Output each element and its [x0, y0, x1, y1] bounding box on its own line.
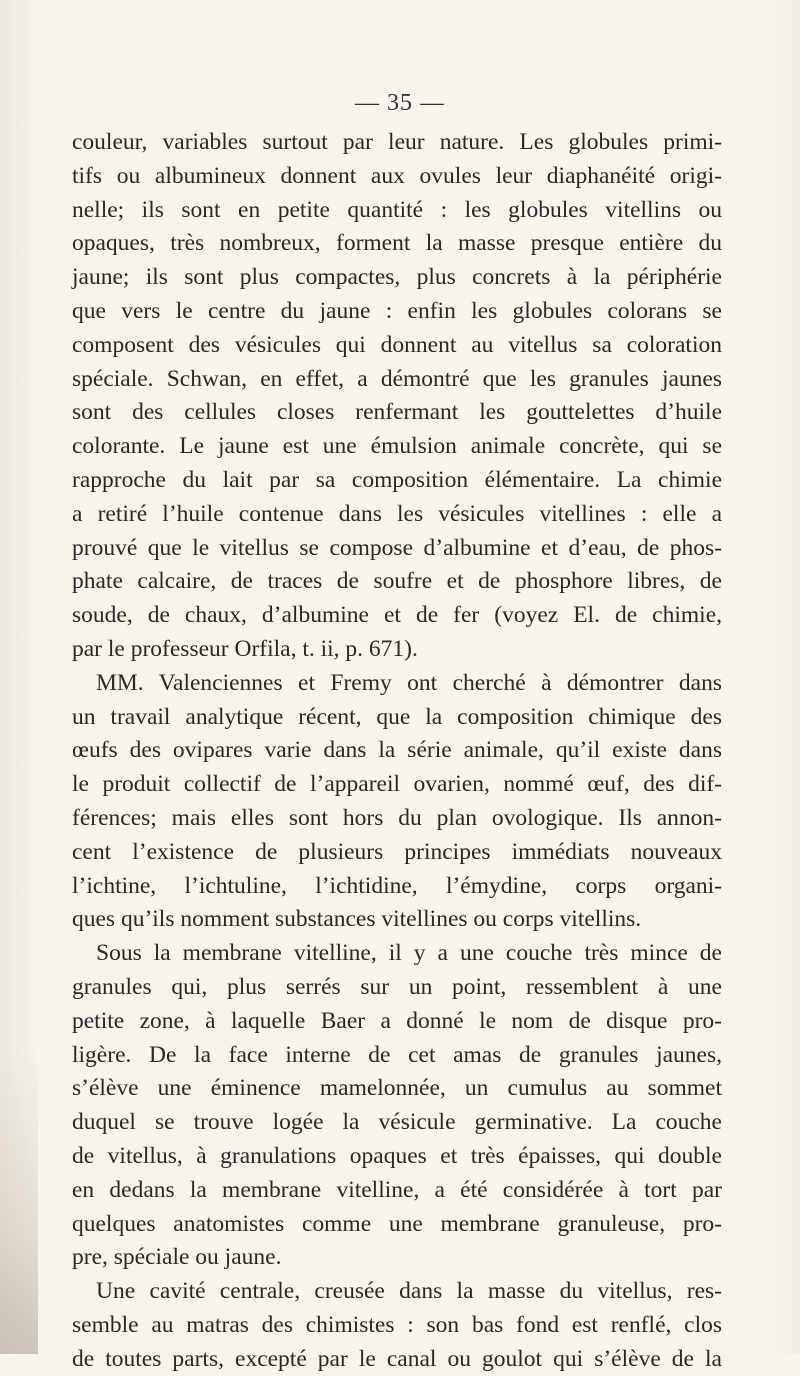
body-text	[72, 126, 722, 1376]
text-line: petite zone, à laquelle Baer a donné le nom de disque pro-	[72, 1007, 722, 1034]
text-line: phate calcaire, de traces de soufre et de phosphore libres, de	[72, 568, 722, 595]
text-line: nelle; ils sont en petite quantité : les globules vitellins ou	[72, 196, 722, 223]
text-line: férences; mais elles sont hors du plan ovologique. Ils annon-	[72, 804, 722, 831]
text-line: jaune; ils sont plus compactes, plus concrets à la périphérie	[72, 264, 722, 291]
text-line: s’élève une éminence mamelonnée, un cumulus au sommet	[72, 1075, 722, 1102]
text-line: rapproche du lait par sa composition élémentaire. La chimie	[72, 466, 722, 493]
text-line: cent l’existence de plusieurs principes immédiats nouveaux	[72, 838, 722, 865]
text-line: tifs ou albumineux donnent aux ovules leur diaphanéité origi-	[72, 162, 722, 189]
text-line: le produit collectif de l’appareil ovarien, nommé œuf, des dif-	[72, 771, 722, 798]
page-number: — 35 —	[355, 90, 445, 116]
text-line: ligère. De la face interne de cet amas de granules jaunes,	[72, 1041, 722, 1068]
text-line: MM. Valenciennes et Fremy ont cherché à démontrer dans	[96, 669, 722, 696]
text-line: que vers le centre du jaune : enfin les globules colorans se	[72, 297, 722, 324]
text-line: couleur, variables surtout par leur nature. Les globules primi-	[72, 129, 722, 155]
text-line: colorante. Le jaune est une émulsion animale concrète, qui se	[72, 433, 722, 460]
text-line: œufs des ovipares varie dans la série animale, qu’il existe dans	[72, 737, 722, 764]
text-line: Une cavité centrale, creusée dans la masse du vitellus, res-	[96, 1278, 722, 1305]
text-line: l’ichtine, l’ichtuline, l’ichtidine, l’émydine, corps organi-	[72, 872, 722, 899]
text-line: sont des cellules closes renfermant les gouttelettes d’huile	[72, 399, 722, 426]
page-edge-shadow	[0, 1050, 38, 1354]
text-line: duquel se trouve logée la vésicule germinative. La couche	[72, 1109, 722, 1136]
text-line: de vitellus, à granulations opaques et très épaisses, qui double	[72, 1142, 722, 1169]
text-line: soude, de chaux, d’albumine et de fer (voyez El. de chimie,	[72, 602, 722, 629]
text-line: un travail analytique récent, que la composition chimique des	[72, 703, 722, 730]
text-line: spéciale. Schwan, en effet, a démontré que les granules jaunes	[72, 365, 722, 392]
text-line: en dedans la membrane vitelline, a été considérée à tort par	[72, 1176, 722, 1203]
text-line: a retiré l’huile contenue dans les vésicules vitellines : elle a	[72, 500, 722, 527]
text-line: semble au matras des chimistes : son bas fond est renflé, clos	[72, 1311, 722, 1338]
text-line: granules qui, plus serrés sur un point, ressemblent à une	[72, 973, 722, 1000]
text-line: prouvé que le vitellus se compose d’albumine et d’eau, de phos-	[72, 534, 722, 561]
text-line: ques qu’ils nomment substances vitellines ou corps vitellins.	[72, 906, 642, 933]
text-line: par le professeur Orfila, t. ii, p. 671).	[72, 635, 418, 662]
text-line: de toutes parts, excepté par le canal ou goulot qui s’élève de la	[72, 1345, 722, 1372]
text-line: quelques anatomistes comme une membrane granuleuse, pro-	[72, 1210, 722, 1237]
text-line: pre, spéciale ou jaune.	[72, 1244, 282, 1271]
text-line: composent des vésicules qui donnent au vitellus sa coloration	[72, 331, 722, 358]
text-line: Sous la membrane vitelline, il y a une couche très mince de	[96, 940, 722, 967]
text-line: opaques, très nombreux, forment la masse presque entière du	[72, 230, 722, 257]
